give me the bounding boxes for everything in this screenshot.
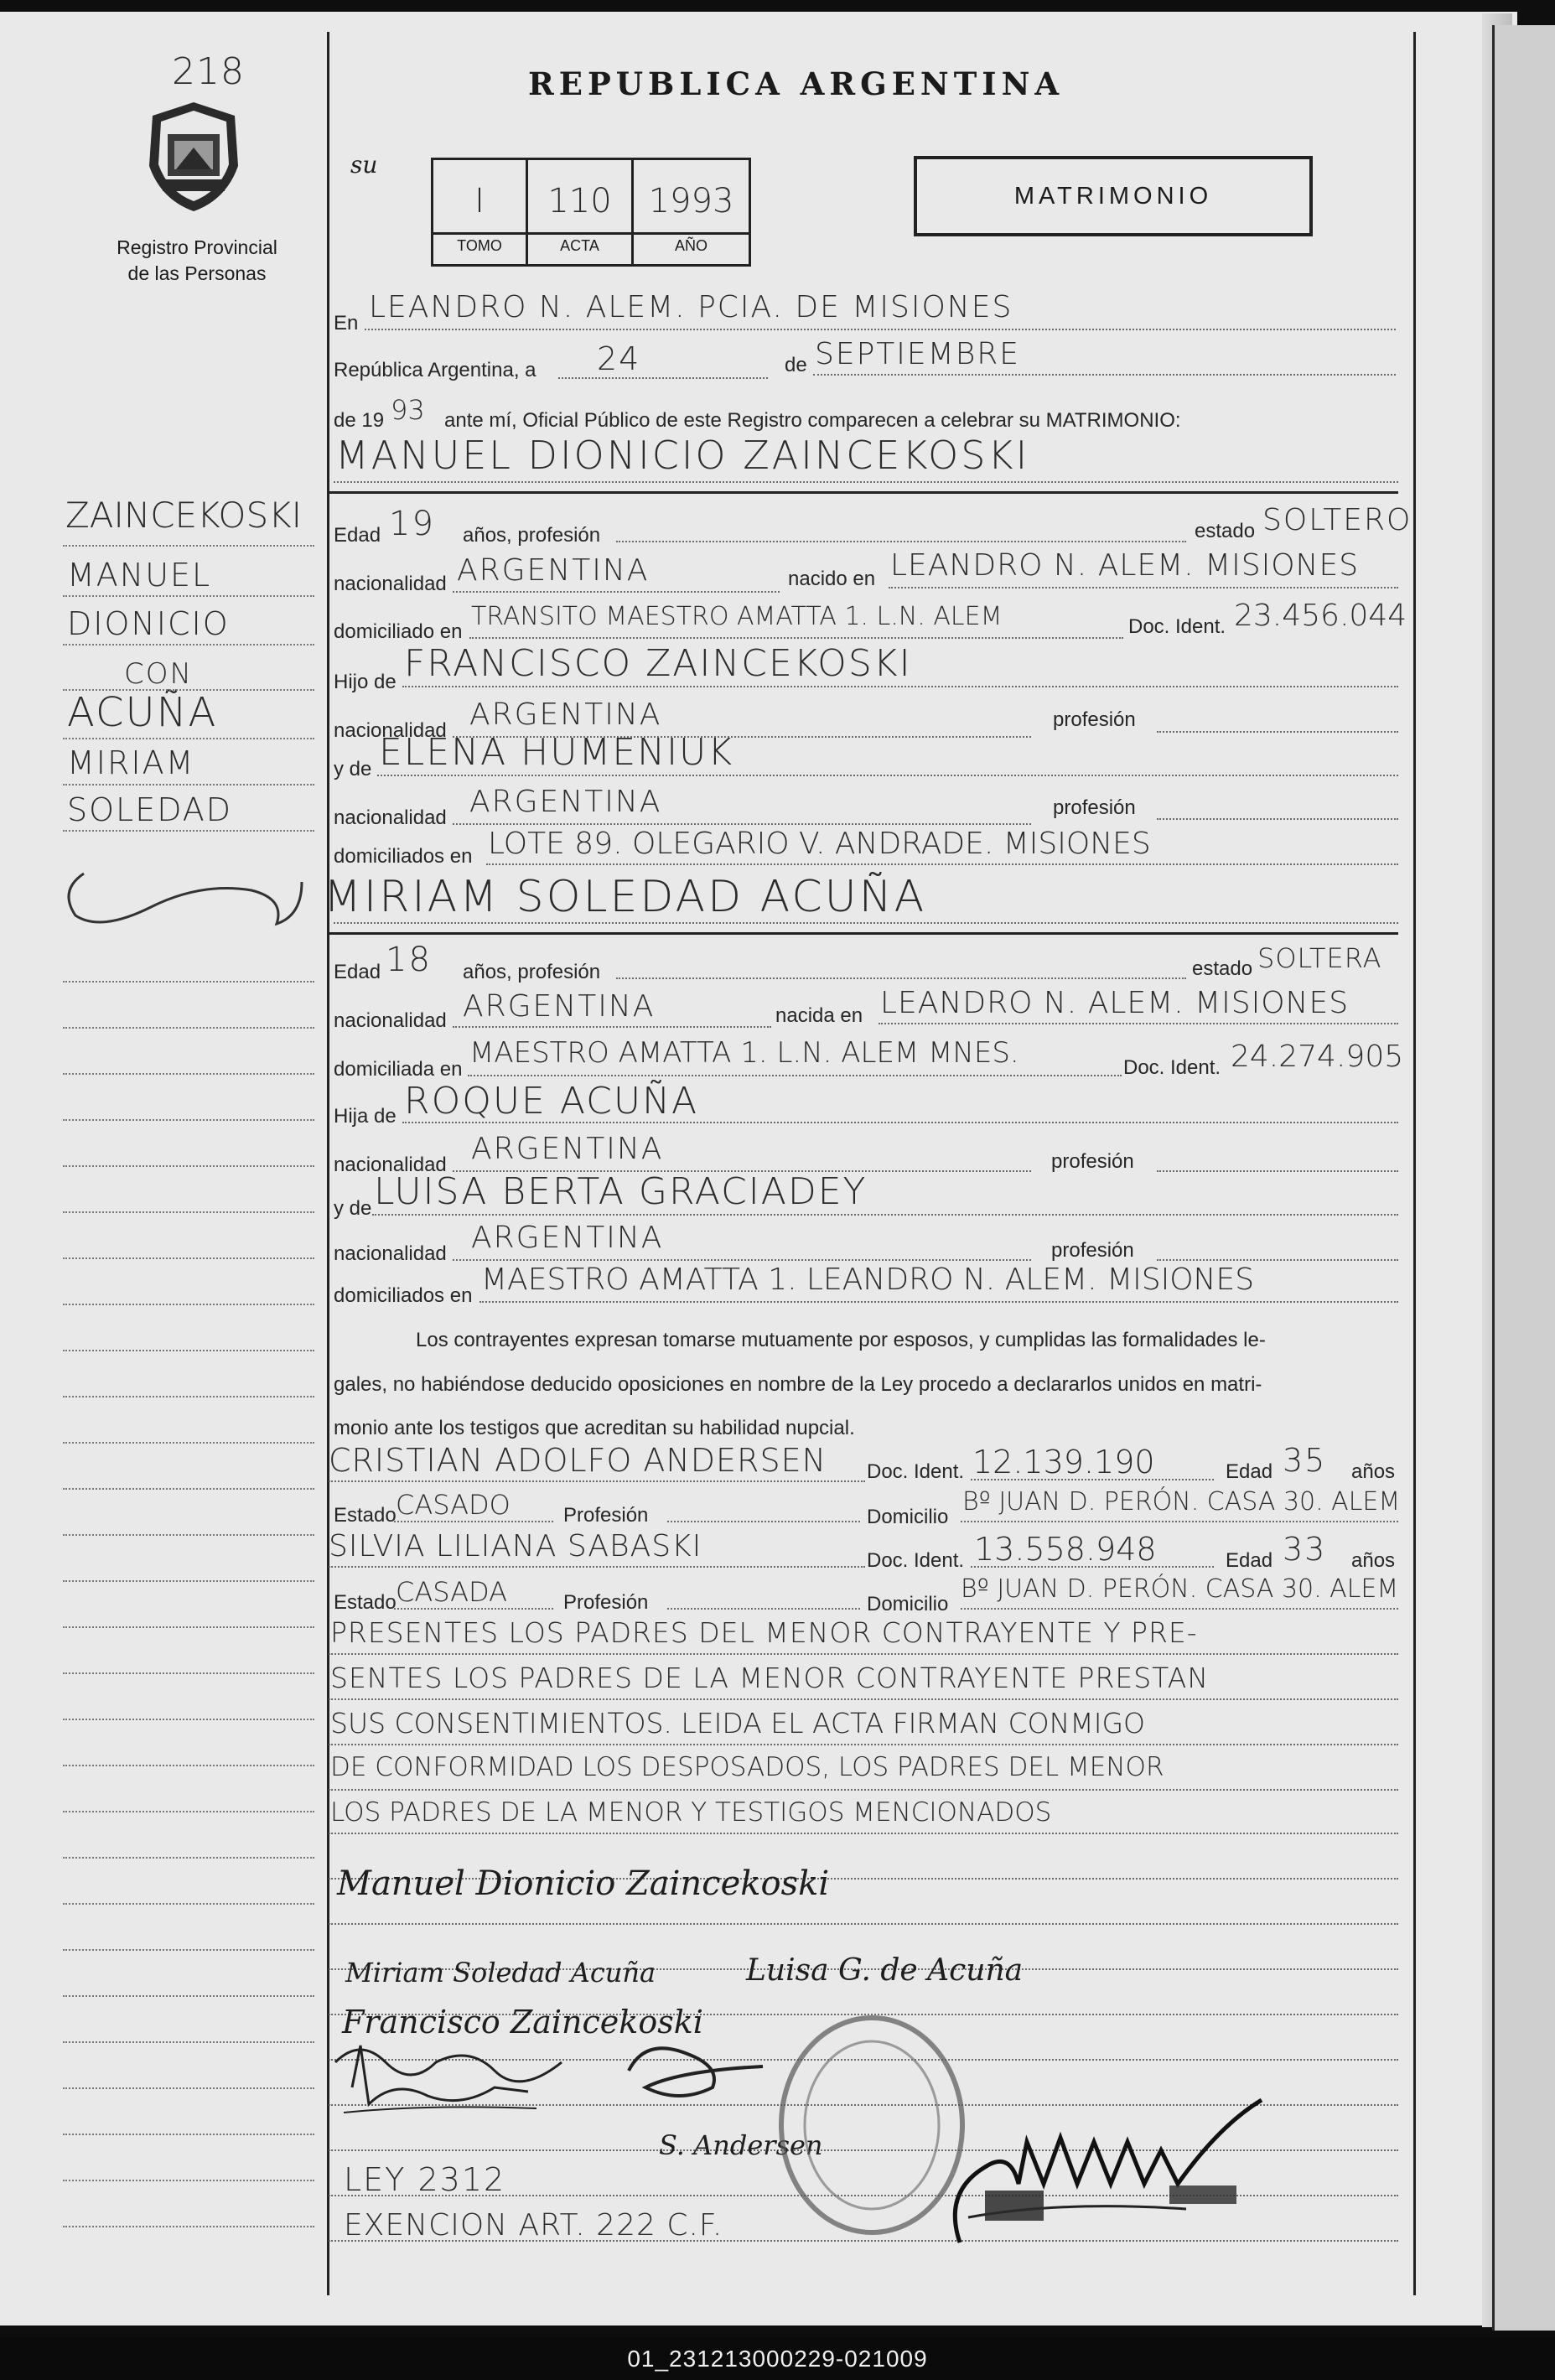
witness1-profesion-label: Profesión	[563, 1504, 649, 1527]
groom-mother-nat-label: nacionalidad	[334, 806, 447, 829]
intro-day: 24	[597, 340, 641, 377]
witness2-estado: CASADA	[396, 1576, 507, 1608]
witness1-doc: 12.139.190	[972, 1444, 1155, 1480]
groom-doc-label: Doc. Ident.	[1128, 615, 1226, 638]
groom-domicilio: TRANSITO MAESTRO AMATTA 1. L.N. ALEM	[471, 602, 1003, 631]
bride-father-nationality: ARGENTINA	[471, 1132, 664, 1166]
bride-mother-profesion-label: profesión	[1051, 1239, 1134, 1262]
bride-domicilio-label: domiciliada en	[334, 1058, 463, 1081]
groom-mother-profesion-label: profesión	[1053, 796, 1136, 819]
acta-value: 110	[547, 182, 612, 220]
groom-parents-domicile: LOTE 89. OLEGARIO V. ANDRADE. MISIONES	[488, 827, 1151, 861]
groom-domiciliados-label: domiciliados en	[334, 845, 473, 868]
bride-domicilio: MAESTRO AMATTA 1. L.N. ALEM MNES.	[469, 1036, 1019, 1070]
bride-estado-label: estado	[1192, 957, 1253, 980]
republica-label: República Argentina, a	[334, 359, 536, 381]
exemption-note: EXENCION ART. 222 C.F.	[344, 2208, 723, 2243]
signature-bride: Miriam Soledad Acuña	[345, 1957, 656, 1989]
groom-domicilio-label: domiciliado en	[334, 620, 463, 643]
margin-name-1: MANUEL	[67, 557, 212, 594]
groom-nacionalidad-label: nacionalidad	[334, 573, 447, 595]
bride-edad-label: Edad	[334, 961, 381, 983]
witness2-doc: 13.558.948	[974, 1531, 1157, 1568]
registry-name	[80, 235, 314, 287]
bride-parents-domicile: MAESTRO AMATTA 1. LEANDRO N. ALEM. MISIONES	[481, 1263, 1255, 1297]
tomo-label: TOMO	[457, 237, 502, 254]
groom-hijo-label: Hijo de	[334, 671, 397, 693]
margin-name-3: MIRIAM	[67, 744, 195, 781]
bride-doc: 24.274.905	[1231, 1040, 1404, 1074]
bride-father-profesion-label: profesión	[1051, 1150, 1134, 1173]
groom-nacido-label: nacido en	[788, 568, 876, 590]
groom-estado: SOLTERO	[1262, 503, 1412, 537]
witness2-domicilio: Bº JUAN D. PERÓN. CASA 30. ALEM	[961, 1574, 1399, 1604]
witness2-profesion-label: Profesión	[563, 1591, 649, 1614]
folio-number: 218	[172, 50, 245, 93]
declaration-line1: Los contrayentes expresan tomarse mutuamente por esposos, y cumplidas las formalidades le-	[416, 1329, 1266, 1351]
witness1-anos-label: años	[1351, 1460, 1396, 1483]
groom-father-nat-label: nacionalidad	[334, 719, 447, 742]
groom-father: FRANCISCO ZAINCEKOSKI	[404, 642, 912, 685]
groom-mother: ELENA HUMENIUK	[379, 731, 734, 774]
margin-surname-bride: ACUÑA	[67, 689, 218, 736]
groom-doc: 23.456.044	[1234, 599, 1407, 633]
bride-mother: LUISA BERTA GRACIADEY	[374, 1170, 868, 1213]
groom-nacionalidad: ARGENTINA	[457, 553, 650, 588]
witness2-estado-label: Estado	[334, 1591, 397, 1614]
bride-yde-label: y de	[334, 1197, 372, 1220]
adjacent-page	[1492, 25, 1555, 2331]
section-rule-groom	[329, 491, 1398, 494]
anio-value: 1993	[648, 182, 734, 220]
groom-profesion-label: años, profesión	[463, 524, 601, 547]
groom-birthplace: LEANDRO N. ALEM. MISIONES	[890, 548, 1360, 583]
groom-estado-label: estado	[1195, 520, 1256, 542]
observation-line2: SENTES LOS PADRES DE LA MENOR CONTRAYENTE PRESTAN	[330, 1662, 1210, 1694]
groom-father-profesion-label: profesión	[1053, 708, 1136, 731]
image-code-footer: 01_231213000229-021009	[0, 2337, 1555, 2380]
witness2-domicilio-label: Domicilio	[867, 1593, 949, 1615]
right-border	[1413, 32, 1416, 2295]
groom-full-name: MANUEL DIONICIO ZAINCEKOSKI	[335, 433, 1030, 478]
bride-father: ROQUE ACUÑA	[404, 1080, 699, 1123]
bride-nacionalidad-label: nacionalidad	[334, 1009, 447, 1032]
signature-groom: Manuel Dionicio Zaincekoski	[337, 1864, 830, 1903]
groom-mother-nationality: ARGENTINA	[469, 785, 662, 819]
bride-nacida-label: nacida en	[775, 1004, 863, 1027]
observation-line3: SUS CONSENTIMIENTOS. LEIDA EL ACTA FIRMAN CONMIGO	[330, 1707, 1146, 1740]
bride-hija-label: Hija de	[334, 1105, 397, 1128]
anio-label: AÑO	[674, 237, 708, 254]
bride-doc-label: Doc. Ident.	[1123, 1056, 1221, 1079]
bride-estado: SOLTERA	[1257, 942, 1382, 974]
act-type: MATRIMONIO	[1013, 183, 1213, 210]
tomo-value: I	[474, 182, 485, 220]
bride-birthplace: LEANDRO N. ALEM. MISIONES	[880, 986, 1350, 1020]
witness1-domicilio-label: Domicilio	[867, 1506, 949, 1528]
margin-name-2: DIONICIO	[67, 605, 230, 642]
margin-divider	[327, 32, 329, 2295]
act-type-box	[914, 156, 1313, 236]
witness1-edad-label: Edad	[1226, 1460, 1273, 1483]
witness1-estado: CASADO	[396, 1489, 511, 1521]
signature-bride-mother: Luisa G. de Acuña	[746, 1953, 1024, 1988]
signature-groom-father: Francisco Zaincekoski	[342, 2004, 703, 2040]
bride-mother-nat-label: nacionalidad	[334, 1242, 447, 1265]
margin-flourish	[59, 857, 310, 932]
intro-year-suffix: 93	[391, 394, 425, 426]
witness1-domicilio: Bº JUAN D. PERÓN. CASA 30. ALEM	[962, 1487, 1401, 1517]
bride-profesion-label: años, profesión	[463, 961, 601, 983]
bride-age: 18	[386, 941, 432, 979]
act-reference-box	[431, 158, 751, 267]
margin-surname-groom: ZAINCEKOSKI	[65, 495, 303, 536]
law-note: LEY 2312	[344, 2161, 506, 2198]
witness1-doc-label: Doc. Ident.	[867, 1460, 965, 1483]
witness2-name: SILVIA LILIANA SABASKI	[329, 1529, 702, 1563]
section-rule-bride	[329, 932, 1398, 935]
margin-name-4: SOLEDAD	[67, 791, 233, 828]
intro-en-label: En	[334, 312, 359, 334]
province-seal-icon	[143, 99, 245, 215]
intro-place: LEANDRO N. ALEM. PCIA. DE MISIONES	[369, 290, 1013, 324]
registry-name-line2: de las Personas	[127, 262, 267, 284]
registry-name-line1: Registro Provincial	[117, 236, 277, 258]
witness2-edad-label: Edad	[1226, 1549, 1273, 1572]
declaration-line3: monio ante los testigos que acreditan su habilidad nupcial.	[334, 1417, 855, 1439]
witness2-doc-label: Doc. Ident.	[867, 1549, 965, 1572]
bride-nacionalidad: ARGENTINA	[463, 989, 656, 1024]
margin-con: CON	[124, 657, 193, 691]
observation-line5: LOS PADRES DE LA MENOR Y TESTIGOS MENCIONADOS	[330, 1797, 1052, 1828]
groom-father-nationality: ARGENTINA	[469, 697, 662, 732]
official-signature-icon	[935, 2092, 1287, 2259]
observation-line1: PRESENTES LOS PADRES DEL MENOR CONTRAYENTE Y PRE-	[330, 1616, 1198, 1649]
groom-edad-label: Edad	[334, 524, 381, 547]
signature-witness: S. Andersen	[659, 2129, 823, 2161]
witness1-name: CRISTIAN ADOLFO ANDERSEN	[329, 1442, 827, 1479]
witness1-estado-label: Estado	[334, 1504, 397, 1527]
groom-age: 19	[389, 505, 435, 543]
intro-year-prefix: de 19	[334, 409, 385, 432]
observation-line4: DE CONFORMIDAD LOS DESPOSADOS, LOS PADRES DEL MENOR	[330, 1752, 1164, 1782]
witness1-age: 35	[1283, 1442, 1327, 1479]
bride-full-name: MIRIAM SOLEDAD ACUÑA	[324, 872, 927, 922]
intro-month: SEPTIEMBRE	[815, 337, 1021, 371]
witness2-age: 33	[1283, 1531, 1327, 1568]
bride-mother-nationality: ARGENTINA	[471, 1221, 664, 1255]
intro-statement: ante mí, Oficial Público de este Registro comparecen a celebrar su MATRIMONIO:	[444, 409, 1181, 432]
bride-domiciliados-label: domiciliados en	[334, 1284, 473, 1307]
bride-father-nat-label: nacionalidad	[334, 1154, 447, 1176]
signature-scribbles	[327, 2029, 796, 2129]
country-title: REPUBLICA ARGENTINA	[528, 65, 1065, 102]
groom-yde-label: y de	[334, 758, 372, 780]
declaration-line2: gales, no habiéndose deducido oposiciones en nombre de la Ley procedo a declararlos unidos en matri-	[334, 1373, 1262, 1396]
acta-label: ACTA	[560, 237, 599, 254]
witness2-anos-label: años	[1351, 1549, 1396, 1572]
margin-mark: su	[350, 151, 378, 179]
intro-de-label: de	[785, 354, 807, 376]
